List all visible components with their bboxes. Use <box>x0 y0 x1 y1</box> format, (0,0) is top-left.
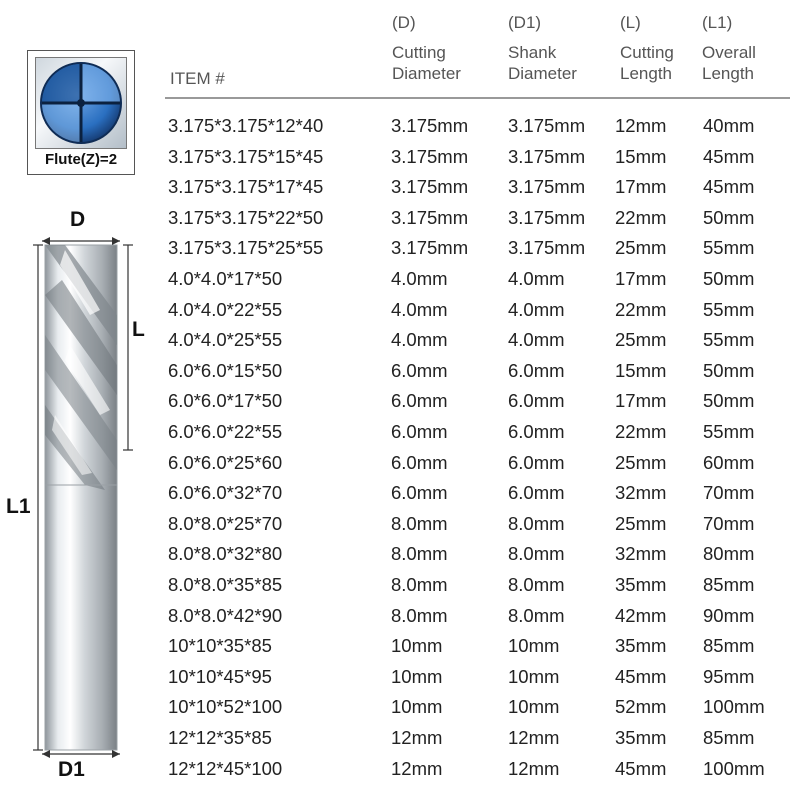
end-mill-diagram <box>30 205 170 770</box>
cutting-length-cell: 52mm <box>615 696 667 718</box>
overall-length-cell: 55mm <box>703 421 755 442</box>
cutting-diameter-cell: 3.175mm <box>391 237 469 259</box>
header-overall-length <box>702 12 756 84</box>
header-l1-symbol: (L1) <box>702 13 733 32</box>
header-d-line1: Cutting <box>392 43 446 62</box>
overall-length-cell: 85mm <box>703 574 755 595</box>
shank-diameter-cell: 3.175mm <box>508 176 586 198</box>
cutting-length-cell: 35mm <box>615 574 667 595</box>
cutting-diameter-cell: 6.0mm <box>391 482 448 504</box>
cutting-length-cell: 22mm <box>615 421 667 442</box>
item-cell: 10*10*35*85 <box>168 635 272 657</box>
cutting-length-cell: 17mm <box>615 390 667 412</box>
cutting-length-cell: 32mm <box>615 543 667 565</box>
header-d1-symbol: (D1) <box>508 13 542 32</box>
header-d-symbol: (D) <box>392 13 416 32</box>
cutting-diameter-cell: 12mm <box>391 757 443 779</box>
cutting-diameter-cell: 3.175mm <box>391 176 469 198</box>
cutting-length-cell: 15mm <box>615 359 667 381</box>
overall-length-cell: 90mm <box>703 604 755 626</box>
header-item: ITEM # <box>170 69 225 88</box>
shank-diameter-cell: 8.0mm <box>508 574 565 595</box>
l-label: L <box>132 318 145 341</box>
shank-diameter-cell: 6.0mm <box>508 451 565 473</box>
overall-length-cell: 45mm <box>703 176 755 198</box>
item-cell: 8.0*8.0*42*90 <box>168 604 283 626</box>
cutting-length-cell: 32mm <box>615 482 667 504</box>
overall-length-cell: 50mm <box>703 359 755 381</box>
cutting-length-cell: 25mm <box>615 329 667 351</box>
overall-length-cell: 60mm <box>703 451 755 473</box>
cutting-diameter-cell: 8.0mm <box>391 574 448 595</box>
header-cutting-diameter <box>392 12 461 84</box>
shank-diameter-cell: 3.175mm <box>508 206 586 228</box>
cutting-diameter-cell: 8.0mm <box>391 512 448 534</box>
end-mill-tip-image <box>35 57 127 149</box>
overall-length-cell: 55mm <box>703 298 755 320</box>
cutting-diameter-cell: 3.175mm <box>391 115 469 136</box>
cutting-diameter-cell: 6.0mm <box>391 359 448 381</box>
shank-diameter-cell: 12mm <box>508 757 560 779</box>
item-cell: 8.0*8.0*35*85 <box>168 574 283 595</box>
shank-diameter-cell: 8.0mm <box>508 512 565 534</box>
shank-diameter-cell: 6.0mm <box>508 359 565 381</box>
item-cell: 12*12*35*85 <box>168 727 272 748</box>
item-cell: 6.0*6.0*15*50 <box>168 359 283 381</box>
item-cell: 4.0*4.0*25*55 <box>168 329 283 351</box>
item-cell: 10*10*52*100 <box>168 696 283 718</box>
overall-length-cell: 80mm <box>703 543 755 565</box>
shank-diameter-cell: 6.0mm <box>508 482 565 504</box>
overall-length-cell: 50mm <box>703 268 755 289</box>
overall-length-cell: 50mm <box>703 206 755 228</box>
cutting-length-cell: 35mm <box>615 635 667 657</box>
cutting-diameter-cell: 12mm <box>391 727 443 748</box>
header-d1-line2: Diameter <box>508 64 577 83</box>
flute-end-view <box>27 50 135 175</box>
header-l-line2: Length <box>620 64 672 83</box>
end-mill-body <box>45 245 117 750</box>
cutting-diameter-cell: 4.0mm <box>391 329 448 351</box>
shank-diameter-cell: 10mm <box>508 696 560 718</box>
shank-diameter-cell: 4.0mm <box>508 329 565 351</box>
header-l-symbol: (L) <box>620 13 641 32</box>
item-cell: 4.0*4.0*22*55 <box>168 298 283 320</box>
cutting-diameter-cell: 4.0mm <box>391 268 448 289</box>
overall-length-cell: 85mm <box>703 635 755 657</box>
cutting-diameter-cell: 10mm <box>391 696 443 718</box>
header-l1-line2: Length <box>702 64 754 83</box>
overall-length-cell: 55mm <box>703 329 755 351</box>
shank-diameter-cell: 6.0mm <box>508 390 565 412</box>
item-cell: 3.175*3.175*25*55 <box>168 237 324 259</box>
cutting-diameter-cell: 6.0mm <box>391 421 448 442</box>
cutting-length-cell: 45mm <box>615 757 667 779</box>
cutting-diameter-cell: 10mm <box>391 635 443 657</box>
cutting-length-cell: 22mm <box>615 298 667 320</box>
overall-length-cell: 85mm <box>703 727 755 748</box>
shank-diameter-cell: 4.0mm <box>508 268 565 289</box>
header-d-line2: Diameter <box>392 64 461 83</box>
shank-diameter-cell: 3.175mm <box>508 145 586 167</box>
overall-length-cell: 50mm <box>703 390 755 412</box>
header-divider <box>165 97 790 99</box>
overall-length-cell: 95mm <box>703 665 755 687</box>
shank-diameter-cell: 8.0mm <box>508 604 565 626</box>
item-cell: 3.175*3.175*15*45 <box>168 145 324 167</box>
header-d1-line1: Shank <box>508 43 557 62</box>
flute-count-label: Flute(Z)=2 <box>44 151 118 168</box>
header-l-line1: Cutting <box>620 43 674 62</box>
item-cell: 8.0*8.0*32*80 <box>168 543 283 565</box>
item-cell: 6.0*6.0*22*55 <box>168 421 283 442</box>
shank-diameter-cell: 10mm <box>508 635 560 657</box>
shank-diameter-cell: 4.0mm <box>508 298 565 320</box>
item-cell: 12*12*45*100 <box>168 757 283 779</box>
cutting-length-cell: 25mm <box>615 451 667 473</box>
overall-length-cell: 55mm <box>703 237 755 259</box>
shank-diameter-cell: 3.175mm <box>508 115 586 136</box>
item-cell: 6.0*6.0*32*70 <box>168 482 283 504</box>
overall-length-cell: 70mm <box>703 482 755 504</box>
item-cell: 6.0*6.0*17*50 <box>168 390 283 412</box>
header-shank-diameter <box>508 12 577 84</box>
header-l1-line1: Overall <box>702 43 756 62</box>
cutting-diameter-cell: 6.0mm <box>391 451 448 473</box>
cutting-length-cell: 12mm <box>615 115 667 136</box>
cutting-length-cell: 45mm <box>615 665 667 687</box>
overall-length-cell: 100mm <box>703 696 765 718</box>
cutting-diameter-cell: 8.0mm <box>391 543 448 565</box>
cutting-length-cell: 25mm <box>615 237 667 259</box>
cutting-length-cell: 42mm <box>615 604 667 626</box>
cutting-length-cell: 17mm <box>615 176 667 198</box>
cutting-diameter-cell: 3.175mm <box>391 206 469 228</box>
overall-length-cell: 40mm <box>703 115 755 136</box>
flute-cross-section-icon <box>36 58 126 148</box>
d-label: D <box>70 208 86 231</box>
overall-length-cell: 45mm <box>703 145 755 167</box>
header-cutting-length <box>620 12 674 84</box>
item-cell: 8.0*8.0*25*70 <box>168 512 283 534</box>
cutting-length-cell: 35mm <box>615 727 667 748</box>
item-cell: 3.175*3.175*17*45 <box>168 176 324 198</box>
cutting-length-cell: 17mm <box>615 268 667 289</box>
cutting-diameter-cell: 8.0mm <box>391 604 448 626</box>
item-cell: 6.0*6.0*25*60 <box>168 451 283 473</box>
item-cell: 3.175*3.175*22*50 <box>168 206 324 228</box>
shank-diameter-cell: 8.0mm <box>508 543 565 565</box>
cutting-diameter-cell: 4.0mm <box>391 298 448 320</box>
item-cell: 3.175*3.175*12*40 <box>168 115 324 136</box>
d1-label: D1 <box>58 758 85 781</box>
item-cell: 4.0*4.0*17*50 <box>168 268 283 289</box>
item-cell: 10*10*45*95 <box>168 665 272 687</box>
cutting-diameter-cell: 3.175mm <box>391 145 469 167</box>
shank-diameter-cell: 10mm <box>508 665 560 687</box>
cutting-diameter-cell: 6.0mm <box>391 390 448 412</box>
cutting-length-cell: 15mm <box>615 145 667 167</box>
overall-length-cell: 70mm <box>703 512 755 534</box>
cutting-length-cell: 25mm <box>615 512 667 534</box>
shank-diameter-cell: 12mm <box>508 727 560 748</box>
cutting-length-cell: 22mm <box>615 206 667 228</box>
shank-diameter-cell: 6.0mm <box>508 421 565 442</box>
overall-length-cell: 100mm <box>703 757 765 779</box>
cutting-diameter-cell: 10mm <box>391 665 443 687</box>
shank-diameter-cell: 3.175mm <box>508 237 586 259</box>
l1-label: L1 <box>6 495 31 518</box>
